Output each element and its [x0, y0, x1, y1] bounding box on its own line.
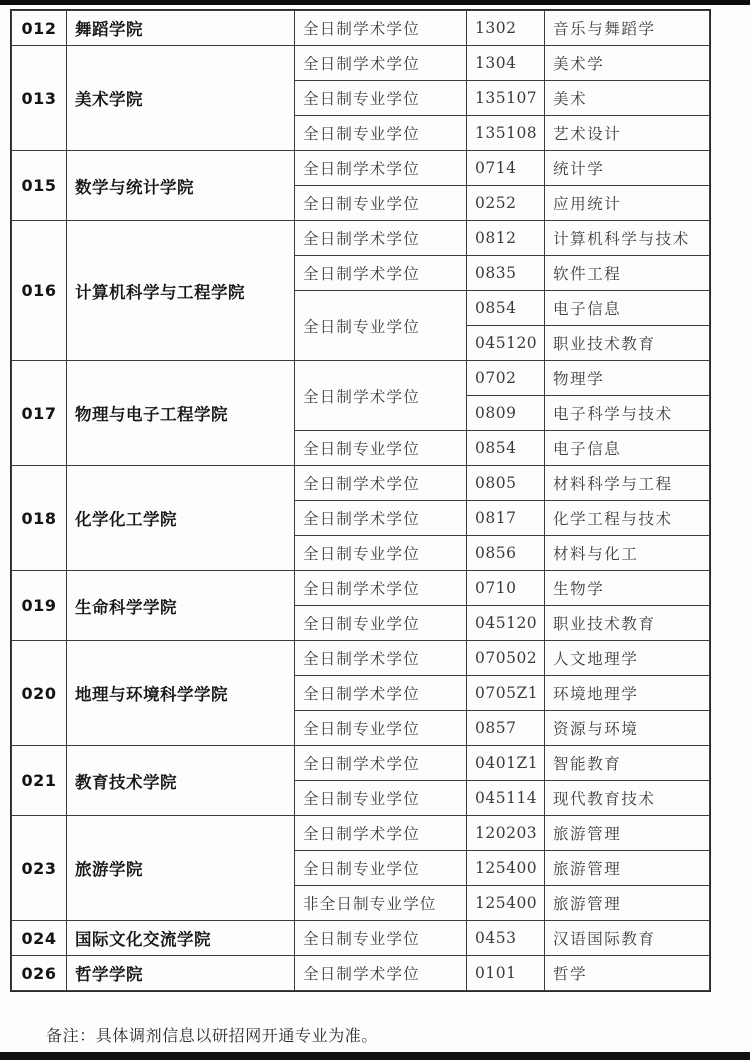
table-row — [12, 746, 710, 781]
degree-type-cell: 非全日制专业学位 — [295, 886, 467, 921]
major-name-cell: 美术 — [545, 81, 710, 116]
college-code-cell: 013 — [12, 46, 67, 151]
major-name-cell: 电子科学与技术 — [545, 396, 710, 431]
major-name-cell: 职业技术教育 — [545, 606, 710, 641]
major-name-cell: 艺术设计 — [545, 116, 710, 151]
college-name-cell: 生命科学学院 — [67, 571, 295, 641]
major-name-cell: 职业技术教育 — [545, 326, 710, 361]
degree-type-cell: 全日制学术学位 — [295, 676, 467, 711]
major-name-cell: 材料科学与工程 — [545, 466, 710, 501]
college-code-cell: 018 — [12, 466, 67, 571]
college-code-cell: 021 — [12, 746, 67, 816]
major-code-cell: 0856 — [467, 536, 545, 571]
major-code-cell: 0854 — [467, 431, 545, 466]
major-code-cell: 125400 — [467, 851, 545, 886]
college-name-cell: 旅游学院 — [67, 816, 295, 921]
major-code-cell: 0101 — [467, 956, 545, 991]
table-row — [12, 46, 710, 81]
major-name-cell: 计算机科学与技术 — [545, 221, 710, 256]
major-name-cell: 环境地理学 — [545, 676, 710, 711]
degree-type-cell: 全日制学术学位 — [295, 46, 467, 81]
college-name-cell: 美术学院 — [67, 46, 295, 151]
degree-type-cell: 全日制学术学位 — [295, 816, 467, 851]
degree-type-cell: 全日制专业学位 — [295, 431, 467, 466]
degree-type-cell: 全日制专业学位 — [295, 921, 467, 956]
degree-type-cell: 全日制学术学位 — [295, 956, 467, 991]
major-name-cell: 旅游管理 — [545, 851, 710, 886]
bottom-edge-band — [0, 1052, 750, 1060]
table-row — [12, 816, 710, 851]
major-code-cell: 125400 — [467, 886, 545, 921]
college-name-cell: 物理与电子工程学院 — [67, 361, 295, 466]
degree-type-cell: 全日制学术学位 — [295, 746, 467, 781]
major-name-cell: 资源与环境 — [545, 711, 710, 746]
major-code-cell: 0805 — [467, 466, 545, 501]
degree-type-cell: 全日制学术学位 — [295, 221, 467, 256]
college-name-cell: 舞蹈学院 — [67, 11, 295, 46]
table-row — [12, 641, 710, 676]
major-code-cell: 135107 — [467, 81, 545, 116]
degree-type-cell: 全日制学术学位 — [295, 11, 467, 46]
major-code-cell: 045120 — [467, 606, 545, 641]
major-code-cell: 120203 — [467, 816, 545, 851]
major-name-cell: 物理学 — [545, 361, 710, 396]
degree-type-cell: 全日制专业学位 — [295, 536, 467, 571]
major-code-cell: 045120 — [467, 326, 545, 361]
major-code-cell: 070502 — [467, 641, 545, 676]
major-name-cell: 化学工程与技术 — [545, 501, 710, 536]
major-name-cell: 电子信息 — [545, 291, 710, 326]
college-name-cell: 计算机科学与工程学院 — [67, 221, 295, 361]
college-name-cell: 哲学学院 — [67, 956, 295, 991]
major-name-cell: 音乐与舞蹈学 — [545, 11, 710, 46]
major-name-cell: 汉语国际教育 — [545, 921, 710, 956]
major-code-cell: 045114 — [467, 781, 545, 816]
college-name-cell: 化学化工学院 — [67, 466, 295, 571]
college-code-cell: 017 — [12, 361, 67, 466]
table-row — [12, 221, 710, 256]
major-name-cell: 旅游管理 — [545, 816, 710, 851]
college-name-cell: 地理与环境科学学院 — [67, 641, 295, 746]
degree-type-cell: 全日制学术学位 — [295, 466, 467, 501]
major-code-cell: 0857 — [467, 711, 545, 746]
major-name-cell: 美术学 — [545, 46, 710, 81]
college-code-cell: 016 — [12, 221, 67, 361]
major-name-cell: 哲学 — [545, 956, 710, 991]
major-code-cell: 1304 — [467, 46, 545, 81]
degree-type-cell: 全日制专业学位 — [295, 781, 467, 816]
degree-type-cell: 全日制专业学位 — [295, 81, 467, 116]
major-name-cell: 材料与化工 — [545, 536, 710, 571]
major-name-cell: 现代教育技术 — [545, 781, 710, 816]
major-code-cell: 0252 — [467, 186, 545, 221]
adjustment-majors-table — [11, 10, 710, 991]
major-code-cell: 0817 — [467, 501, 545, 536]
major-name-cell: 旅游管理 — [545, 886, 710, 921]
degree-type-cell: 全日制专业学位 — [295, 851, 467, 886]
major-code-cell: 0705Z1 — [467, 676, 545, 711]
college-name-cell: 国际文化交流学院 — [67, 921, 295, 956]
major-code-cell: 135108 — [467, 116, 545, 151]
major-code-cell: 0453 — [467, 921, 545, 956]
table-row — [12, 956, 710, 991]
major-code-cell: 0714 — [467, 151, 545, 186]
major-name-cell: 人文地理学 — [545, 641, 710, 676]
major-name-cell: 电子信息 — [545, 431, 710, 466]
degree-type-cell: 全日制学术学位 — [295, 501, 467, 536]
degree-type-cell: 全日制学术学位 — [295, 571, 467, 606]
major-code-cell: 0835 — [467, 256, 545, 291]
major-name-cell: 软件工程 — [545, 256, 710, 291]
document-sheet — [0, 5, 750, 1052]
major-code-cell: 0809 — [467, 396, 545, 431]
college-code-cell: 015 — [12, 151, 67, 221]
degree-type-cell: 全日制学术学位 — [295, 641, 467, 676]
table-row — [12, 571, 710, 606]
footnote-text: 备注：具体调剂信息以研招网开通专业为准。 — [46, 1026, 379, 1045]
degree-type-cell: 全日制学术学位 — [295, 256, 467, 291]
degree-type-cell: 全日制专业学位 — [295, 116, 467, 151]
college-code-cell: 023 — [12, 816, 67, 921]
college-code-cell: 012 — [12, 11, 67, 46]
college-code-cell: 026 — [12, 956, 67, 991]
degree-type-cell: 全日制专业学位 — [295, 711, 467, 746]
college-name-cell: 教育技术学院 — [67, 746, 295, 816]
degree-type-cell: 全日制学术学位 — [295, 151, 467, 186]
major-code-cell: 1302 — [467, 11, 545, 46]
major-code-cell: 0812 — [467, 221, 545, 256]
table-row — [12, 921, 710, 956]
major-name-cell: 生物学 — [545, 571, 710, 606]
major-name-cell: 应用统计 — [545, 186, 710, 221]
table-row — [12, 11, 710, 46]
major-code-cell: 0702 — [467, 361, 545, 396]
degree-type-cell: 全日制专业学位 — [295, 186, 467, 221]
major-code-cell: 0854 — [467, 291, 545, 326]
college-code-cell: 020 — [12, 641, 67, 746]
degree-type-cell: 全日制学术学位 — [295, 361, 467, 431]
major-name-cell: 智能教育 — [545, 746, 710, 781]
college-code-cell: 019 — [12, 571, 67, 641]
table-row — [12, 361, 710, 396]
college-code-cell: 024 — [12, 921, 67, 956]
major-name-cell: 统计学 — [545, 151, 710, 186]
college-name-cell: 数学与统计学院 — [67, 151, 295, 221]
degree-type-cell: 全日制专业学位 — [295, 606, 467, 641]
major-code-cell: 0401Z1 — [467, 746, 545, 781]
table-row — [12, 466, 710, 501]
table-row — [12, 151, 710, 186]
degree-type-cell: 全日制专业学位 — [295, 291, 467, 361]
major-code-cell: 0710 — [467, 571, 545, 606]
